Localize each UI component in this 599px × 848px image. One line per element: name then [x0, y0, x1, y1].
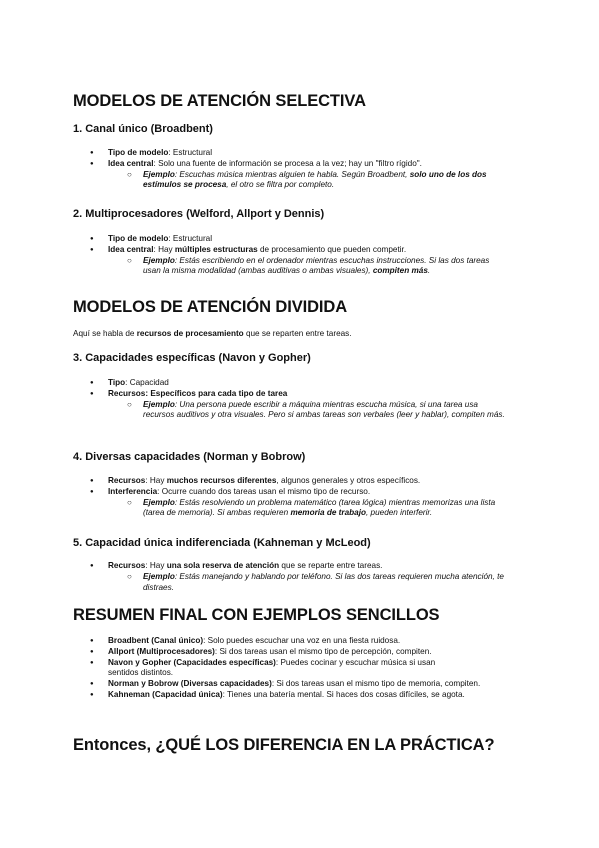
- section-heading-diferencias: Entonces, ¿QUÉ LOS DIFERENCIA EN LA PRÁCTICA?: [73, 736, 495, 754]
- list-item: ● Idea central: Hay múltiples estructuras de procesamiento que pueden competir. ○ Ejemplo: Estás escribiendo en el ordenador mientras escuchas instrucciones. Si las dos tareas usan la misma modalidad (ambas auditivas o ambas visuales), compiten más.: [90, 245, 520, 277]
- section-heading-resumen: RESUMEN FINAL CON EJEMPLOS SENCILLOS: [73, 606, 440, 624]
- list-item: ● Tipo de modelo: Estructural: [90, 148, 520, 159]
- list-item: ● Tipo de modelo: Estructural: [90, 234, 520, 245]
- subheading-multiprocesadores: 2. Multiprocesadores (Welford, Allport y Dennis): [73, 208, 325, 220]
- intro-paragraph: Aquí se habla de recursos de procesamiento que se reparten entre tareas.: [73, 329, 352, 338]
- list-canal-unico: [90, 148, 520, 191]
- summary-item: ● Navon y Gopher (Capacidades específicas): Puedes cocinar y escuchar música si usan sentidos distintos.: [90, 658, 458, 680]
- list-resumen: [90, 636, 520, 701]
- list-diversas-capacidades: [90, 476, 520, 519]
- list-capacidad-unica: [90, 561, 520, 593]
- subheading-canal-unico: 1. Canal único (Broadbent): [73, 123, 213, 135]
- summary-item: ● Allport (Multiprocesadores): Si dos tareas usan el mismo tipo de percepción, compiten.: [90, 647, 520, 658]
- list-item: ● Interferencia: Ocurre cuando dos tareas usan el mismo tipo de recurso. ○ Ejemplo: Estás resolviendo un problema matemático (tarea lógica) mientras memorizas una lista (tarea de memoria). Si ambas requieren memoria de trabajo, pueden interferir.: [90, 487, 520, 519]
- example-item: ○ Ejemplo: Estás manejando y hablando por teléfono. Si las dos tareas requieren mucha atención, te distraes.: [127, 572, 508, 594]
- subheading-diversas-capacidades: 4. Diversas capacidades (Norman y Bobrow): [73, 451, 306, 463]
- example-item: ○ Ejemplo: Una persona puede escribir a máquina mientras escucha música, si una tarea usa recursos auditivos y otra visuales. Pero si ambas tareas son verbales (leer y hablar), compiten más.: [127, 400, 508, 422]
- list-item: ● Recursos: Específicos para cada tipo de tarea ○ Ejemplo: Una persona puede escribir a máquina mientras escucha música, si una tarea usa recursos auditivos y otra visuales. Pero si ambas tareas son verbales (leer y hablar), compiten más.: [90, 389, 520, 421]
- subheading-capacidades-especificas: 3. Capacidades específicas (Navon y Gopher): [73, 352, 311, 364]
- list-item: ● Tipo: Capacidad: [90, 378, 520, 389]
- summary-item: ● Broadbent (Canal único): Solo puedes escuchar una voz en una fiesta ruidosa.: [90, 636, 520, 647]
- section-heading-atencion-selectiva: MODELOS DE ATENCIÓN SELECTIVA: [73, 92, 366, 110]
- summary-item: ● Kahneman (Capacidad única): Tienes una batería mental. Si haces dos cosas difíciles, se agota.: [90, 690, 520, 701]
- list-multiprocesadores: [90, 234, 520, 277]
- section-heading-atencion-dividida: MODELOS DE ATENCIÓN DIVIDIDA: [73, 298, 348, 316]
- subheading-capacidad-unica: 5. Capacidad única indiferenciada (Kahneman y McLeod): [73, 537, 371, 549]
- summary-item: ● Norman y Bobrow (Diversas capacidades): Si dos tareas usan el mismo tipo de memoria, compiten.: [90, 679, 520, 690]
- list-item: ● Recursos: Hay muchos recursos diferentes, algunos generales y otros específicos.: [90, 476, 520, 487]
- list-capacidades-especificas: [90, 378, 520, 421]
- example-item: ○ Ejemplo: Estás escribiendo en el ordenador mientras escuchas instrucciones. Si las dos tareas usan la misma modalidad (ambas auditivas o ambas visuales), compiten más.: [127, 256, 508, 278]
- example-item: ○ Ejemplo: Estás resolviendo un problema matemático (tarea lógica) mientras memorizas una lista (tarea de memoria). Si ambas requieren memoria de trabajo, pueden interferir.: [127, 498, 508, 520]
- list-item: ● Recursos: Hay una sola reserva de atención que se reparte entre tareas. ○ Ejemplo: Estás manejando y hablando por teléfono. Si las dos tareas requieren mucha atención, te distraes.: [90, 561, 520, 593]
- example-item: ○ Ejemplo: Escuchas música mientras alguien te habla. Según Broadbent, solo uno de los dos estímulos se procesa, el otro se filtra por completo.: [127, 170, 493, 192]
- list-item: ● Idea central: Solo una fuente de información se procesa a la vez; hay un "filtro rígido". ○ Ejemplo: Escuchas música mientras alguien te habla. Según Broadbent, solo uno de los dos estímulos se procesa, el otro se filtra por completo.: [90, 159, 520, 191]
